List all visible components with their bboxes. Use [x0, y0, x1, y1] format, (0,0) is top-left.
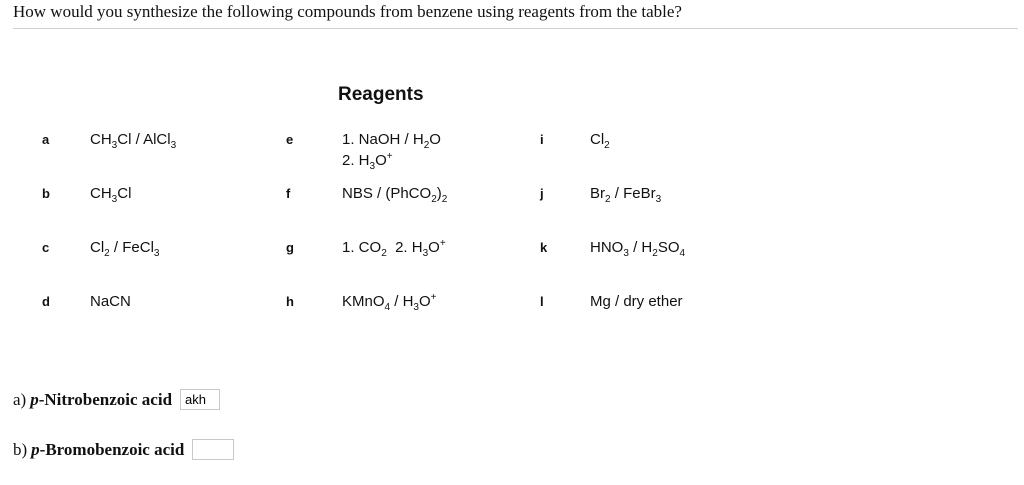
reagent-text-g: 1. $CO_2$ 2. $H_3O^+$	[342, 238, 446, 259]
reagent-label-f: f	[286, 186, 291, 201]
reagent-text-j: $Br_2$ / FeBr$_3$	[590, 185, 662, 205]
compound-name: p-Nitrobenzoic acid	[30, 389, 173, 409]
reagent-label-l: l	[540, 294, 544, 309]
answer-prefix: a)	[13, 389, 27, 409]
reagent-text-l: Mg / dry ether	[590, 293, 683, 310]
reagents-heading: Reagents	[338, 84, 424, 105]
reagent-text-k: $HNO_3 / H_2SO_4$	[590, 239, 686, 259]
reagent-text-b: $CH_3Cl$	[90, 185, 132, 205]
reagent-text-i: $Cl_2$	[590, 131, 610, 151]
reagent-text-f: NBS / $(PhCO_2)_2$	[342, 185, 448, 205]
reagent-text-e: 1. NaOH / $H_2O$ 2. $H_3O^+$	[342, 131, 441, 172]
answer-row-a	[13, 389, 220, 410]
reagent-label-j: j	[540, 186, 544, 201]
reagent-label-g: g	[286, 240, 294, 255]
compound-name: p-Bromobenzoic acid	[31, 439, 185, 459]
answer-input-b[interactable]	[192, 439, 234, 460]
reagent-label-c: c	[42, 240, 50, 255]
reagent-label-b: b	[42, 186, 50, 201]
reagent-label-d: d	[42, 294, 50, 309]
reagent-label-e: e	[286, 132, 294, 147]
reagent-text-d: NaCN	[90, 293, 131, 310]
reagent-label-h: h	[286, 294, 294, 309]
reagent-text-a: $CH_3Cl$ / AlCl$_3$	[90, 131, 177, 151]
reagent-label-a: a	[42, 132, 50, 147]
reagent-text-c: $Cl_2$ / FeCl$_3$	[90, 239, 160, 259]
reagent-label-i: i	[540, 132, 544, 147]
answer-prefix: b)	[13, 439, 28, 459]
reagent-label-k: k	[540, 240, 548, 255]
question-text: How would you synthesize the following compounds from benzene using reagents from the table?	[13, 2, 1018, 29]
reagent-text-h: KMnO$_4$ / $H_3O^+$	[342, 292, 437, 313]
answer-input-a[interactable]	[180, 389, 220, 410]
answer-row-b	[13, 439, 234, 460]
